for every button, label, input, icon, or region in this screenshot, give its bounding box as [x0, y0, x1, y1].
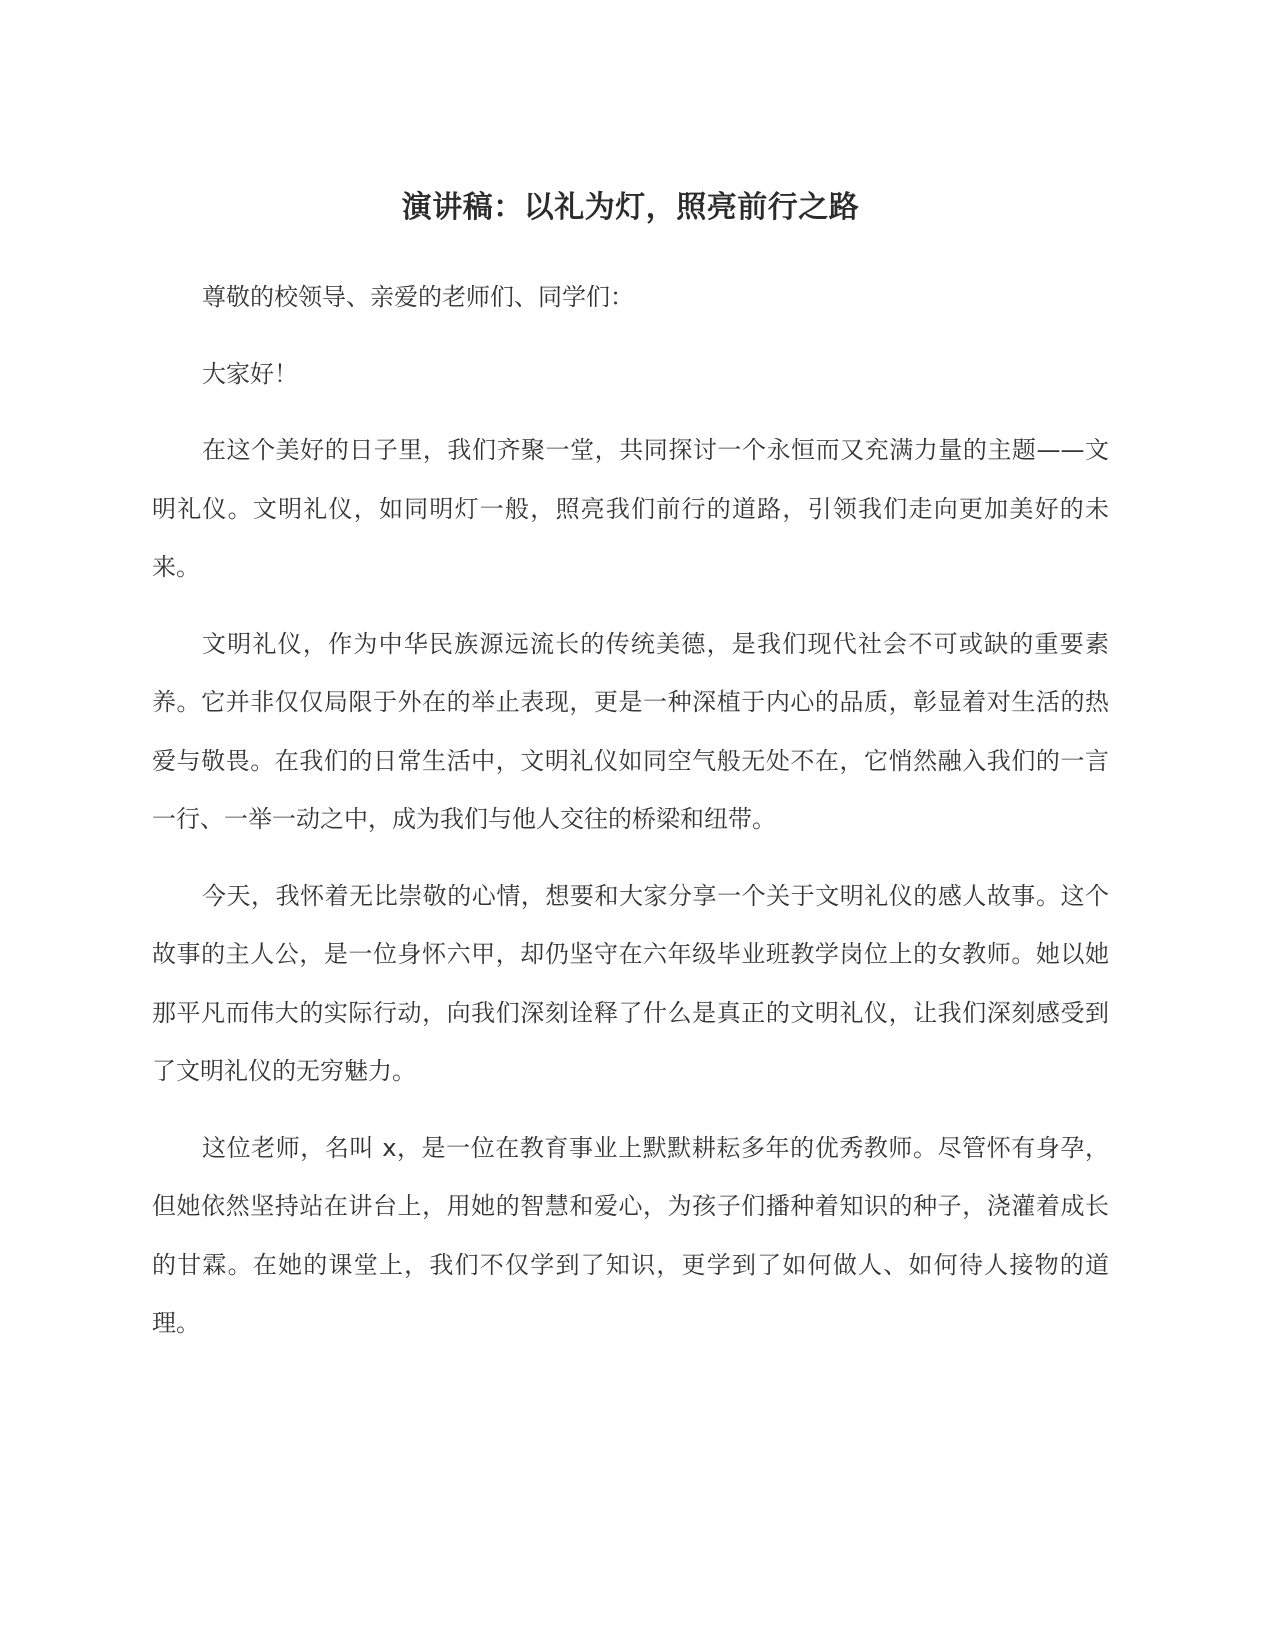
- document-page: [152, 0, 1109, 1650]
- body-paragraph: 今天，我怀着无比崇敬的心情，想要和大家分享一个关于文明礼仪的感人故事。这个故事的主人公，是一位身怀六甲，却仍坚守在六年级毕业班教学岗位上的女教师。她以她那平凡而伟大的实际行动，向我们深刻诠释了什么是真正的文明礼仪，让我们深刻感受到了文明礼仪的无穷魅力。: [152, 881, 1109, 1085]
- document-title: 演讲稿：以礼为灯，照亮前行之路: [401, 190, 860, 225]
- body-paragraph: 文明礼仪，作为中华民族源远流长的传统美德，是我们现代社会不可或缺的重要素养。它并非仅仅局限于外在的举止表现，更是一种深植于内心的品质，彰显着对生活的热爱与敬畏。在我们的日常生活中，文明礼仪如同空气般无处不在，它悄然融入我们的一言一行、一举一动之中，成为我们与他人交往的桥梁和纽带。: [152, 629, 1109, 833]
- greeting-paragraph: 大家好！: [202, 359, 298, 388]
- body-paragraph: 这位老师，名叫 x，是一位在教育事业上默默耕耘多年的优秀教师。尽管怀有身孕，但她依然坚持站在讲台上，用她的智慧和爱心，为孩子们播种着知识的种子，浇灌着成长的甘霖。在她的课堂上，我们不仅学到了知识，更学到了如何做人、如何待人接物的道理。: [152, 1133, 1109, 1337]
- document-body: [152, 268, 1109, 1371]
- body-paragraph: 在这个美好的日子里，我们齐聚一堂，共同探讨一个永恒而又充满力量的主题——文明礼仪。文明礼仪，如同明灯一般，照亮我们前行的道路，引领我们走向更加美好的未来。: [152, 436, 1109, 581]
- salutation-paragraph: 尊敬的校领导、亲爱的老师们、同学们：: [202, 283, 634, 311]
